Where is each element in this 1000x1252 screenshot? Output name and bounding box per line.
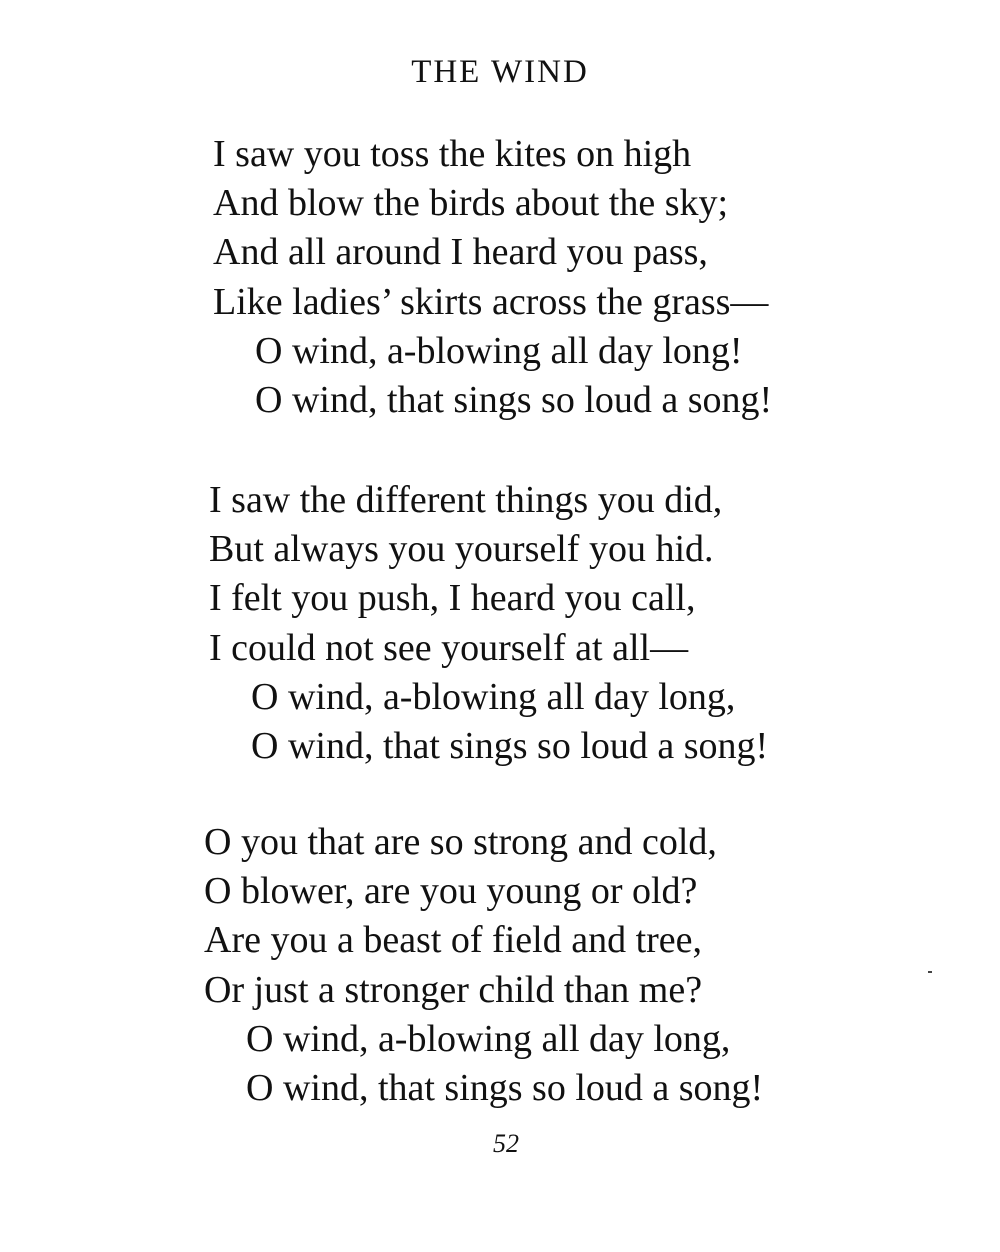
refrain-line: O wind, a-blowing all day long, bbox=[251, 675, 736, 718]
poem-line: I saw you toss the kites on high bbox=[213, 133, 692, 175]
stanza-3 bbox=[204, 818, 763, 1113]
poem-line: Like ladies’ skirts across the grass— bbox=[213, 280, 769, 323]
poem-line: O you that are so strong and cold, bbox=[204, 821, 717, 863]
refrain-line: O wind, that sings so loud a song! bbox=[255, 379, 773, 422]
refrain-line: O wind, that sings so loud a song! bbox=[246, 1067, 764, 1110]
poem-line: I felt you push, I heard you call, bbox=[209, 577, 696, 620]
refrain-line: O wind, a-blowing all day long, bbox=[246, 1017, 731, 1060]
poem-title: THE WIND bbox=[411, 54, 589, 90]
refrain-line: O wind, that sings so loud a song! bbox=[251, 725, 769, 768]
poem-line: O blower, are you young or old? bbox=[204, 870, 698, 913]
poem-line: Or just a stronger child than me? bbox=[204, 968, 703, 1011]
stanza-2 bbox=[209, 476, 768, 771]
poem-line: I could not see yourself at all— bbox=[209, 626, 689, 669]
poem-line: Are you a beast of field and tree, bbox=[204, 919, 703, 962]
poem-line: And all around I heard you pass, bbox=[213, 231, 708, 274]
poem-line: But always you yourself you hid. bbox=[209, 528, 714, 571]
refrain-line: O wind, a-blowing all day long! bbox=[255, 329, 743, 372]
print-speck bbox=[928, 971, 932, 973]
poem-line: And blow the birds about the sky; bbox=[213, 182, 729, 225]
stanza-1 bbox=[213, 130, 772, 425]
page-number: 52 bbox=[493, 1129, 519, 1158]
poem-line: I saw the different things you did, bbox=[209, 479, 723, 521]
